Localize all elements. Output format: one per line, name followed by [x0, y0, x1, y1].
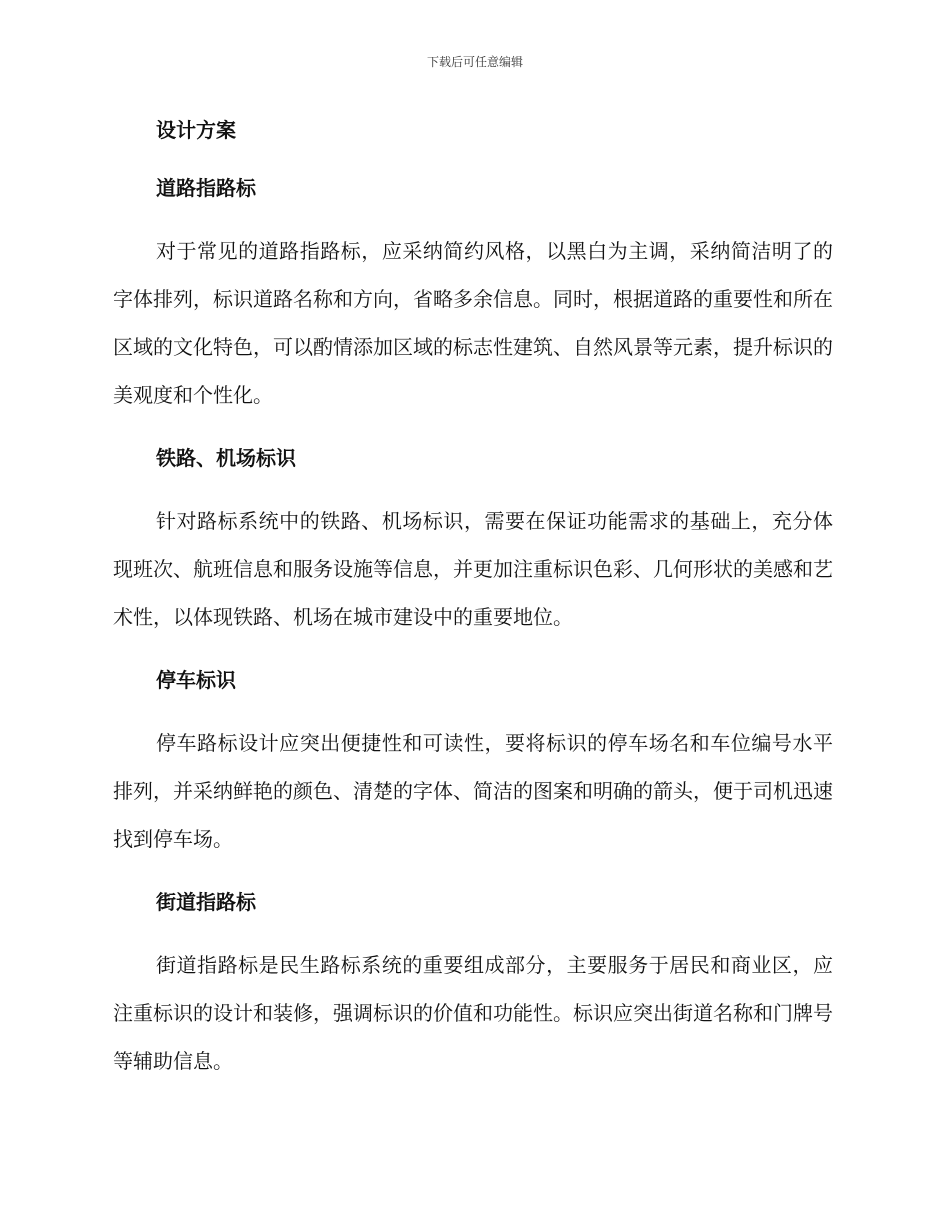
section-body-railway-airport: 针对路标系统中的铁路、机场标识，需要在保证功能需求的基础上，充分体现班次、航班信息和服务设施等信息，并更加注重标识色彩、几何形状的美感和艺术性，以体现铁路、机场在城市建设中的重要地位。 [113, 509, 833, 629]
document-title: 设计方案 [156, 118, 236, 142]
document-body [113, 112, 833, 1106]
section-body-road-signs: 对于常见的道路指路标，应采纳简约风格，以黑白为主调，采纳简洁明了的字体排列，标识道路名称和方向，省略多余信息。同时，根据道路的重要性和所在区域的文化特色，可以酌情添加区域的标志性建筑、自然风景等元素，提升标识的美观度和个性化。 [113, 239, 833, 407]
section-body-parking: 停车路标设计应突出便捷性和可读性，要将标识的停车场名和车位编号水平排列，并采纳鲜艳的颜色、清楚的字体、简洁的图案和明确的箭头，便于司机迅速找到停车场。 [113, 731, 833, 851]
page-header: 下载后可任意编辑 [426, 55, 523, 69]
section-body-street-signs: 街道指路标是民生路标系统的重要组成部分，主要服务于居民和商业区，应注重标识的设计和装修，强调标识的价值和功能性。标识应突出街道名称和门牌号等辅助信息。 [113, 953, 833, 1073]
section-heading-railway-airport: 铁路、机场标识 [156, 446, 296, 470]
section-heading-parking: 停车标识 [156, 668, 236, 692]
section-heading-street-signs: 街道指路标 [156, 890, 256, 914]
section-heading-road-signs: 道路指路标 [156, 176, 256, 200]
